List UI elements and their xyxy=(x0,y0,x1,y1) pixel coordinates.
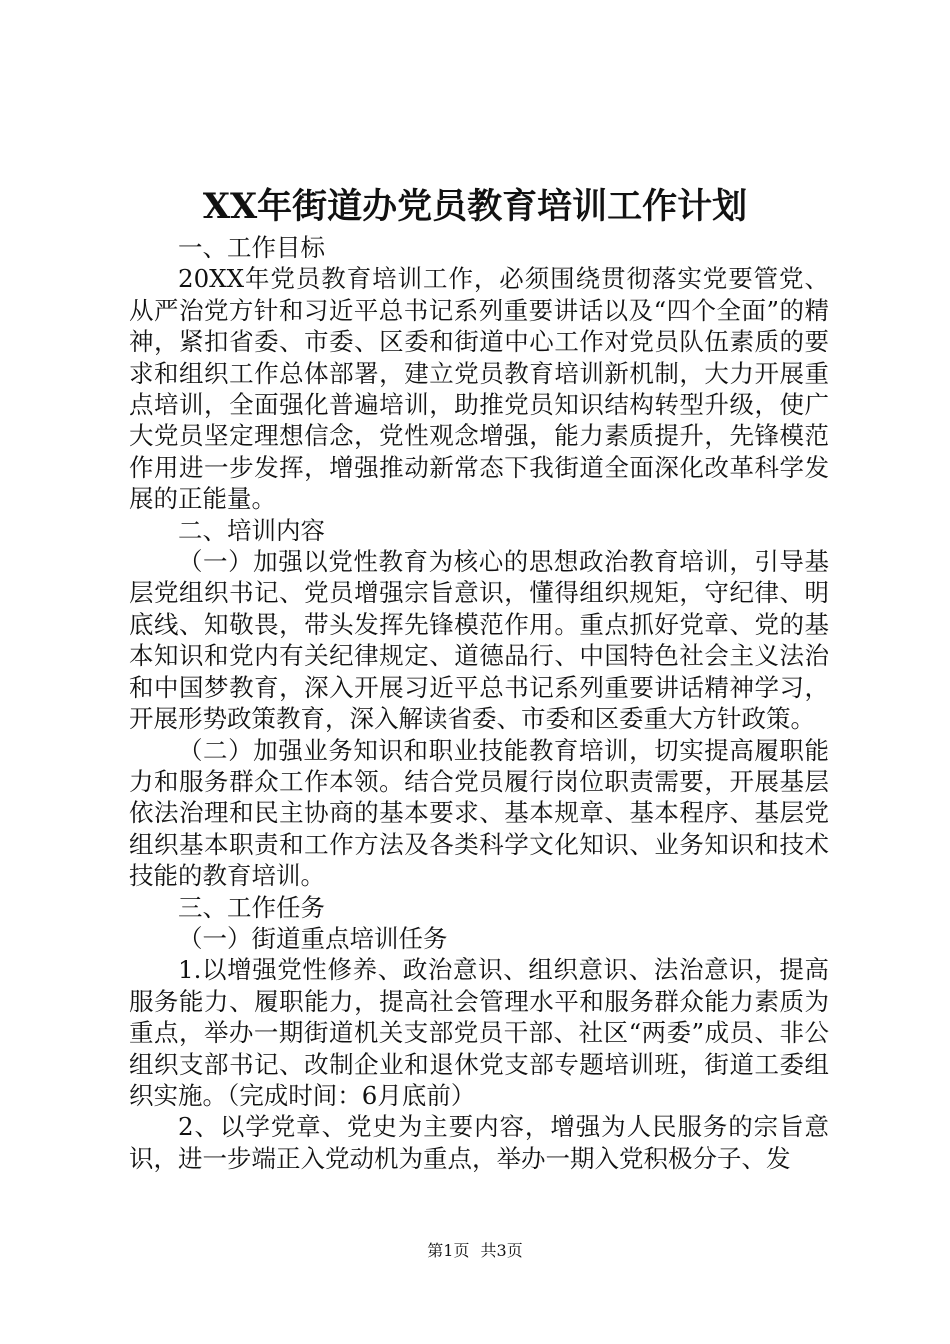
page-total: 共3页 xyxy=(480,1241,523,1260)
paragraph-content-1: （一）加强以党性教育为核心的思想政治教育培训，引导基层党组织书记、党员增强宗旨意识，懂得组织规矩，守纪律、明底线、知敬畏，带头发挥先锋模范作用。重点抓好党章、党的基本知识和党内有关纪律规定、道德品行、中国特色社会主义法治和中国梦教育，深入开展习近平总书记系列重要讲话精神学习，开展形势政策教育，深入解读省委、市委和区委重大方针政策。 xyxy=(129,547,829,734)
subheading-key-tasks: （一）街道重点培训任务 xyxy=(178,923,448,953)
page-footer xyxy=(0,1240,950,1262)
paragraph-task-2: 2、以学党章、党史为主要内容，增强为人民服务的宗旨意识，进一步端正入党动机为重点，举办一期入党积极分子、发 xyxy=(129,1112,829,1173)
document-body xyxy=(129,232,829,1174)
section-heading-tasks: 三、工作任务 xyxy=(178,892,325,922)
section-heading-goals: 一、工作目标 xyxy=(178,233,325,262)
paragraph-task-1: 1.以增强党性修养、政治意识、组织意识、法治意识，提高服务能力、履职能力，提高社会管理水平和服务群众能力素质为重点，举办一期街道机关支部党员干部、社区“两委”成员、非公组织支部书记、改制企业和退休党支部专题培训班，街道工委组织实施。（完成时间：6月底前） xyxy=(129,955,829,1110)
document-title: XX年街道办党员教育培训工作计划 xyxy=(202,186,748,227)
section-heading-content: 二、培训内容 xyxy=(178,515,325,545)
page-number: 第1页 xyxy=(427,1241,470,1260)
paragraph-content-2: （二）加强业务知识和职业技能教育培训，切实提高履职能力和服务群众工作本领。结合党员履行岗位职责需要，开展基层依法治理和民主协商的基本要求、基本规章、基本程序、基层党组织基本职责和工作方法及各类科学文化知识、业务知识和技术技能的教育培训。 xyxy=(129,735,829,891)
paragraph-goals: 20XX年党员教育培训工作，必须围绕贯彻落实党要管党、从严治党方针和习近平总书记系列重要讲话以及“四个全面”的精神，紧扣省委、市委、区委和街道中心工作对党员队伍素质的要求和组织工作总体部署，建立党员教育培训新机制，大力开展重点培训，全面强化普遍培训，助推党员知识结构转型升级，使广大党员坚定理想信念，党性观念增强，能力素质提升，先锋模范作用进一步发挥，增强推动新常态下我街道全面深化改革科学发展的正能量。 xyxy=(129,264,829,514)
